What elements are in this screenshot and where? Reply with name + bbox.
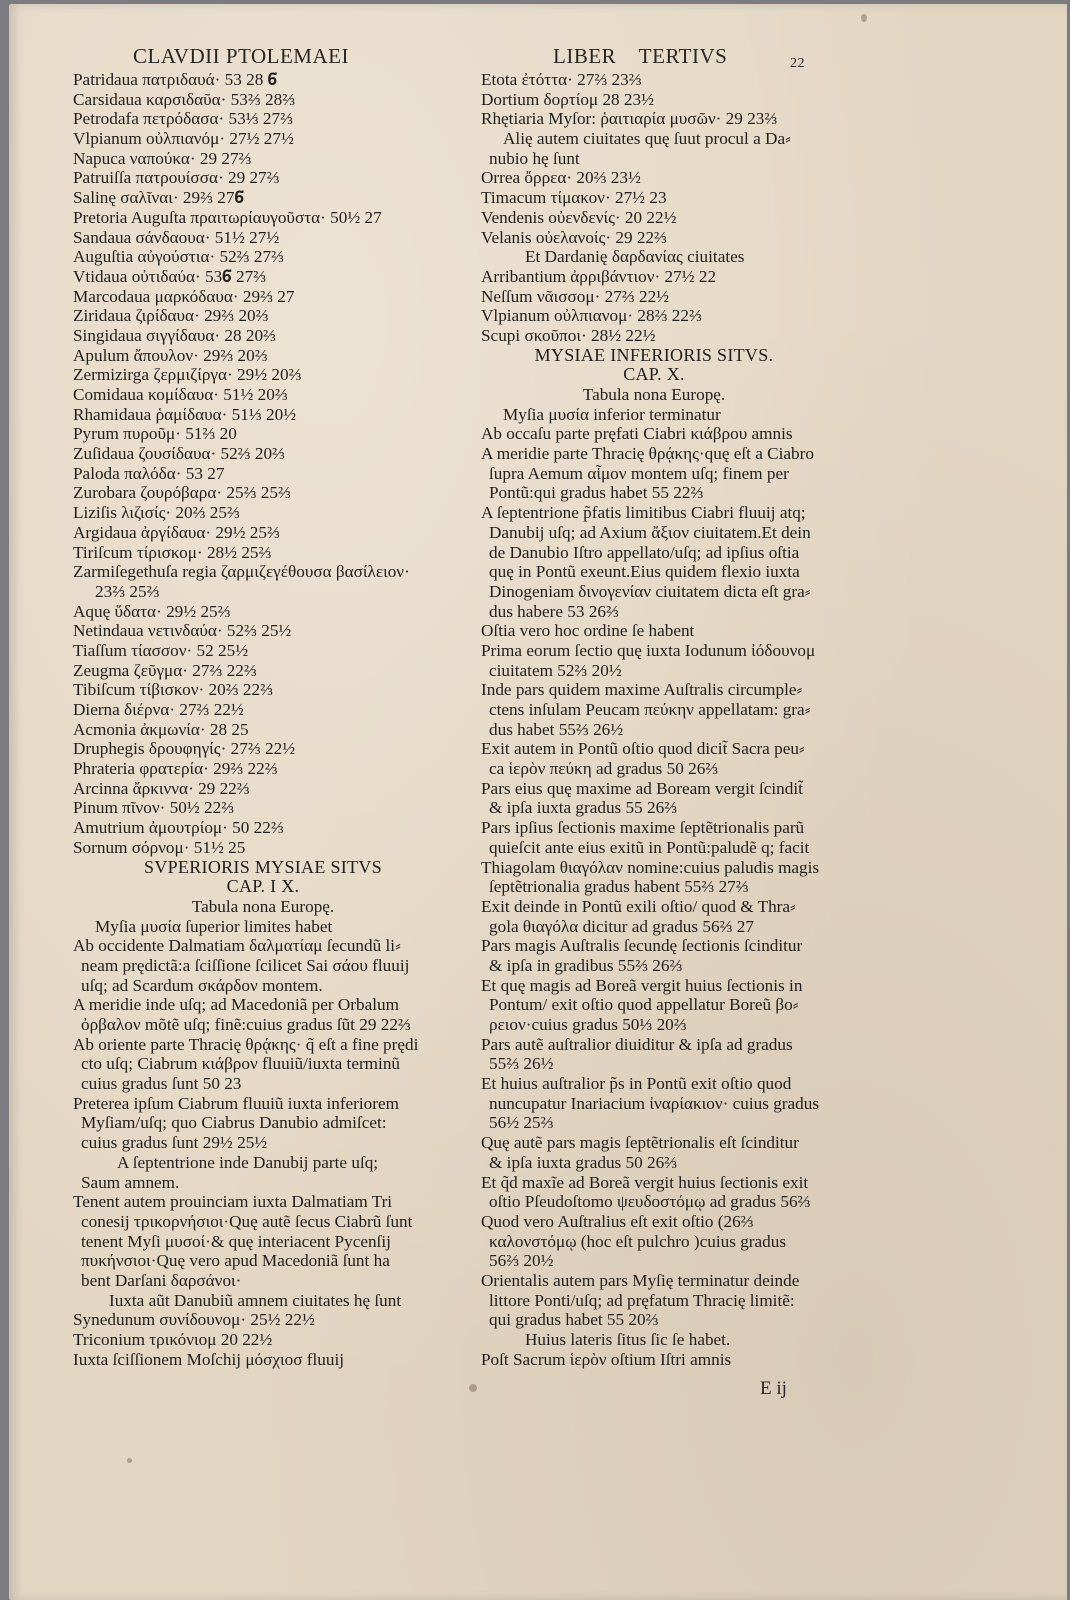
- text-line: Exit deinde in Pontũ exili oſtio/ quod & Thra⸗: [481, 896, 796, 916]
- text-line: uſq; ad Scardum σκάρδον montem.: [81, 975, 323, 995]
- text-line: ca ἱερὸν πεύκη ad gradus 50 26⅔: [489, 759, 719, 779]
- text-line: Tibiſcum τίβισκον· 20⅔ 22⅔: [73, 680, 273, 700]
- text-line: Rhamidaua ῥαμίδαυα· 51⅓ 20½: [73, 404, 297, 424]
- text-line: Auguſtia αὐγούστια· 52⅔ 27⅔: [73, 247, 284, 267]
- text-line: Thiagolam θιαγόλαν nomine:cuius paludis magis: [481, 857, 820, 877]
- text-line: Ab occidente Dalmatiam δαλματίαμ ſecundũ li⸗: [73, 936, 401, 956]
- text-line: Ab oriente parte Thracię θρᾴκης· q̃ eſt a fine prędi: [73, 1034, 419, 1054]
- text-line: Myſia μυσία ſuperior limites habet: [95, 916, 333, 936]
- text-line: Napuca ναπούκα· 29 27⅔: [73, 148, 252, 168]
- text-line: Pars autẽ auſtralior diuiditur & ipſa ad gradus: [481, 1034, 793, 1054]
- text-line: Netindaua νετινδαύα· 52⅔ 25½: [73, 621, 292, 641]
- text-line: neam prędictã:a ſciſſione ſcilicet Sai σάου fluuij: [81, 955, 410, 975]
- text-line: & ipſa iuxta gradus 50 26⅔: [489, 1152, 678, 1172]
- text-line: Zuſidaua ζουσίδαυα· 52⅔ 20⅔: [73, 444, 285, 464]
- text-line: ctens inſulam Peucam πεύκην appellatam: gra⸗: [489, 700, 811, 719]
- text-line: Myſia μυσία inferior terminatur: [503, 404, 721, 424]
- text-line: Paloda παλόδα· 53 27: [73, 463, 225, 483]
- text-line: ſeptẽtrionalia gradus habent 55⅔ 27⅔: [489, 877, 749, 897]
- text-line: Huius lateris ſitus ſic ſe habet.: [525, 1330, 731, 1349]
- ink-spot: [469, 1384, 477, 1392]
- text-line: Zurobara ζουρόβαρα· 25⅔ 25⅔: [73, 483, 291, 503]
- text-line: Triconium τρικόνιομ 20 22½: [73, 1330, 273, 1349]
- text-line: Singidaua σιγγίδαυα· 28 20⅔: [73, 325, 276, 345]
- text-line: 56½ 25⅔: [489, 1113, 554, 1133]
- text-line: Scupi σκοῦποι· 28½ 22½: [481, 325, 656, 345]
- text-line: & ipſa iuxta gradus 55 26⅔: [489, 798, 678, 818]
- text-line: nuncupatur Inariacium ἰναρίακιον· cuius gradus: [489, 1093, 820, 1113]
- text-line: Patruiſſa πατρουίσσα· 29 27⅔: [73, 168, 280, 188]
- text-line: Tiaſſum τίασσον· 52 25½: [73, 640, 249, 660]
- text-line: Sornum σόρνομ· 51½ 25: [73, 837, 246, 857]
- text-line: A meridie inde uſq; ad Macedoniã per Orbalum: [73, 995, 399, 1015]
- text-line: Pretoria Auguſta πραιτωρίαυγοῦστα· 50½ 27: [73, 207, 382, 227]
- text-line: Rhętiaria Myſor: ῥαιτιαρία μυσῶν· 29 23⅔: [481, 109, 778, 129]
- text-line: CAP. I X.: [226, 877, 300, 897]
- text-line: Quod vero Auſtralius eſt exit oſtio (26⅔: [481, 1211, 754, 1231]
- text-line: Pars magis Auſtralis ſecundę ſectionis ſcinditur: [481, 936, 803, 956]
- text-line: dus habet 55⅔ 26½: [489, 719, 624, 739]
- text-line: Preterea ipſum Ciabrum fluuiũ iuxta inferiorem: [73, 1093, 399, 1113]
- text-line: Apulum ἄπουλον· 29⅔ 20⅔: [73, 345, 268, 365]
- text-line: Marcodaua μαρκόδαυα· 29⅔ 27: [73, 286, 295, 306]
- text-line: Quę autẽ pars magis ſeptẽtrionalis eſt ſcinditur: [481, 1133, 799, 1153]
- text-line: Comidaua κομίδαυα· 51½ 20⅔: [73, 385, 288, 404]
- text-line: quę in Pontũ exeunt.Eius quidem flexio iuxta: [489, 562, 800, 582]
- text-line: Danubij uſq; ad Axium ἄξιον ciuitatem.Et dein: [489, 522, 811, 542]
- text-line: SVPERIORIS MYSIAE SITVS: [144, 857, 382, 877]
- right-column: [481, 70, 827, 1369]
- ink-spot: [127, 1458, 132, 1463]
- text-line: littore Ponti/uſq; ad pręfatum Thracię limitẽ:: [489, 1290, 795, 1310]
- text-line: Patridaua πατριδαυά· 53 28 𝟔̈: [73, 70, 278, 89]
- running-header-center: LIBER TERTIVS: [553, 44, 728, 68]
- text-line: Et quę magis ad Boreã vergit huius ſectionis in: [481, 975, 803, 995]
- text-line: Acmonia ἀκμωνία· 28 25: [73, 719, 249, 739]
- text-line: Dortium δορτίομ 28 23½: [481, 89, 655, 109]
- text-line: conesij τρικορνήσιοι·Quę autẽ ſecus Ciabrũ ſunt: [81, 1211, 413, 1231]
- text-line: Iuxta aũt Danubiũ amnem ciuitates hę ſunt: [109, 1290, 402, 1310]
- text-line: Pars eius quę maxime ad Boream vergit ſcindit̃: [481, 778, 803, 798]
- text-line: bent Darſani δαρσάνοι·: [81, 1270, 242, 1290]
- text-line: Saum amnem.: [81, 1172, 180, 1192]
- text-line: de Danubio Iſtro appellato/uſq; ad ipſius oſtia: [489, 542, 800, 562]
- text-line: Timacum τίμακον· 27½ 23: [481, 188, 667, 208]
- text-line: 23⅔ 25⅔: [95, 581, 160, 601]
- text-line: Liziſis λιζισίς· 20⅔ 25⅔: [73, 503, 240, 523]
- text-line: 56⅔ 20½: [489, 1251, 554, 1271]
- text-line: Pinum πῖνον· 50½ 22⅔: [73, 798, 235, 818]
- text-line: Et Dardanię δαρδανίας ciuitates: [525, 247, 745, 267]
- text-line: Arcinna ἄρκιννα· 29 22⅔: [73, 778, 250, 798]
- text-line: qui gradus habet 55 20⅔: [489, 1310, 659, 1330]
- text-line: Orrea ὄρρεα· 20⅔ 23½: [481, 168, 641, 188]
- text-line: καλονστόμῳ (hoc eſt pulchro )cuius gradus: [489, 1231, 787, 1251]
- text-line: Phrateria φρατερία· 29⅔ 22⅔: [73, 759, 278, 779]
- text-line: & ipſa in gradibus 55⅔ 26⅔: [489, 955, 683, 975]
- text-line: cto uſq; Ciabrum κιάβρον fluuiũ/iuxta terminũ: [81, 1054, 401, 1074]
- text-line: Inde pars quidem maxime Auſtralis circumple⸗: [481, 680, 803, 700]
- text-line: ρειον·cuius gradus 50⅓ 20⅔: [489, 1015, 687, 1034]
- text-line: Velanis οὐελανοίς· 29 22⅔: [481, 227, 667, 247]
- signature-mark: E ij: [760, 1378, 787, 1399]
- text-line: Synedunum συνίδουνομ· 25½ 22½: [73, 1310, 315, 1330]
- text-line: Exit autem in Pontũ oſtio quod dicit̃ Sacra peu⸗: [481, 739, 805, 759]
- text-line: quieſcit ante eius exitũ in Pontũ:paludẽ q; facit: [489, 837, 810, 857]
- text-line: A meridie parte Thracię θρᾴκης·quę eſt a Ciabro: [481, 444, 814, 464]
- text-line: CAP. X.: [623, 365, 685, 385]
- text-line: Carsidaua καρσιδαῦα· 53⅔ 28⅔: [73, 89, 296, 109]
- text-line: A ſeptentrione p̃fatis limitibus Ciabri fluuij atq;: [481, 503, 806, 523]
- text-line: Aquę ὕδατα· 29½ 25⅔: [73, 601, 231, 621]
- text-line: Etota ἐτόττα· 27⅔ 23⅔: [481, 70, 642, 89]
- text-line: Tenent autem prouinciam iuxta Dalmatiam Tri: [73, 1192, 393, 1212]
- text-line: Oſtia vero hoc ordine ſe habent: [481, 621, 695, 641]
- text-line: Salinę σαλῖναι· 29⅔ 27𝟔̈: [73, 188, 245, 208]
- text-line: Et q̃d maxĩe ad Boreã vergit huius ſectionis exit: [481, 1172, 809, 1192]
- text-line: Pyrum πυροῦμ· 51⅔ 20: [73, 424, 237, 444]
- text-line: Ab occaſu parte pręfati Ciabri κιάβρου amnis: [481, 424, 793, 444]
- text-line: cuius gradus ſunt 29½ 25½: [81, 1133, 268, 1153]
- text-line: Poſt Sacrum ἱερὸν oſtium Iſtri amnis: [481, 1349, 732, 1369]
- text-line: Druphegis δρουφηγίς· 27⅔ 22½: [73, 739, 296, 759]
- text-line: Ziridaua ζιρίδαυα· 29⅔ 20⅔: [73, 306, 269, 326]
- text-line: Dinogeniam δινογενίαν ciuitatem dicta eſt gra⸗: [489, 581, 811, 601]
- text-line: nubio hę ſunt: [489, 148, 580, 168]
- text-line: ſupra Aemum αἷμον montem uſq; finem per: [489, 463, 789, 483]
- text-line: Iuxta ſciſſionem Moſchij μόσχιοσ fluuij: [73, 1349, 345, 1369]
- text-line: Orientalis autem pars Myſię terminatur deinde: [481, 1270, 800, 1290]
- text-line: Vtidaua οὐτιδαύα· 53𝟔̈ 27⅔: [73, 266, 267, 286]
- text-line: Pontũ:qui gradus habet 55 22⅔: [489, 483, 704, 503]
- text-line: tenent Myſi μυσοί·& quę interiacent Pycenſij: [81, 1231, 391, 1251]
- text-line: 55⅔ 26½: [489, 1054, 554, 1074]
- text-line: Neſſum νᾶισσομ· 27⅔ 22½: [481, 286, 670, 306]
- left-column: [73, 70, 453, 1369]
- text-line: Sandaua σάνδαουα· 51½ 27½: [73, 227, 280, 247]
- text-line: Prima eorum ſectio quę iuxta Iodunum ἰόδουνομ: [481, 640, 816, 660]
- text-line: Arribantium ἀρριβάντιον· 27½ 22: [481, 266, 717, 286]
- text-line: Tabula nona Europę.: [582, 385, 726, 404]
- text-line: Pontum/ exit oſtio quod appellatur Boreũ βο⸗: [489, 995, 799, 1015]
- text-line: Alię autem ciuitates quę ſuut procul a Da⸗: [503, 129, 791, 149]
- text-line: Myſiam/uſq; quo Ciabrus Danubio admiſcet:: [81, 1113, 387, 1133]
- text-line: ciuitatem 52⅔ 20½: [489, 660, 622, 680]
- text-line: gola θιαγόλα dicitur ad gradus 56⅔ 27: [489, 916, 754, 936]
- text-line: Petrodafa πετρόδασα· 53⅓ 27⅔: [73, 109, 293, 129]
- text-line: Amutrium ἀμουτρίομ· 50 22⅔: [73, 818, 284, 838]
- text-line: dus habere 53 26⅔: [489, 601, 619, 621]
- text-line: Dierna διέρνα· 27⅔ 22½: [73, 700, 244, 719]
- text-line: Vendenis οὐενδενίς· 20 22½: [481, 207, 677, 227]
- text-line: Tabula nona Europę.: [191, 896, 335, 916]
- text-line: Argidaua ἀργίδαυα· 29½ 25⅔: [73, 522, 280, 542]
- text-line: Vlpianum οὐλπιανόμ· 27½ 27½: [73, 129, 294, 149]
- text-line: Vlpianum οὐλπιανομ· 28⅔ 22⅔: [481, 306, 702, 326]
- text-line: A ſeptentrione inde Danubij parte uſq;: [117, 1152, 379, 1172]
- text-line: ὀρβαλον mõtẽ uſq; finẽ:cuius gradus ſũt 29 22⅔: [81, 1015, 411, 1034]
- text-line: oſtio Pſeudoſtomo ψευδοστόμῳ ad gradus 56⅔: [489, 1192, 811, 1212]
- text-line: Pars ipſius ſectionis maxime ſeptẽtrionalis parũ: [481, 818, 805, 838]
- text-line: MYSIAE INFERIORIS SITVS.: [534, 345, 774, 365]
- running-header-left: CLAVDII PTOLEMAEI: [133, 44, 349, 68]
- ink-spot: [861, 14, 867, 22]
- text-line: Zeugma ζεῦγμα· 27⅔ 22⅔: [73, 660, 257, 680]
- text-line: Zermizirga ζερμιζίργα· 29½ 20⅔: [73, 365, 302, 385]
- text-line: Tiriſcum τίρισκομ· 28½ 25⅔: [73, 542, 272, 562]
- text-line: Et huius auſtralior p̃s in Pontũ exit oſtio quod: [481, 1074, 792, 1094]
- text-line: πυκήνσιοι·Quę vero apud Macedoniã ſunt ha: [81, 1251, 390, 1271]
- page-number: 22: [790, 56, 805, 71]
- text-line: Zarmiſegethuſa regia ζαρμιζεγέθουσα βασίλειον·: [73, 562, 410, 582]
- text-line: cuius gradus ſunt 50 23: [81, 1074, 242, 1094]
